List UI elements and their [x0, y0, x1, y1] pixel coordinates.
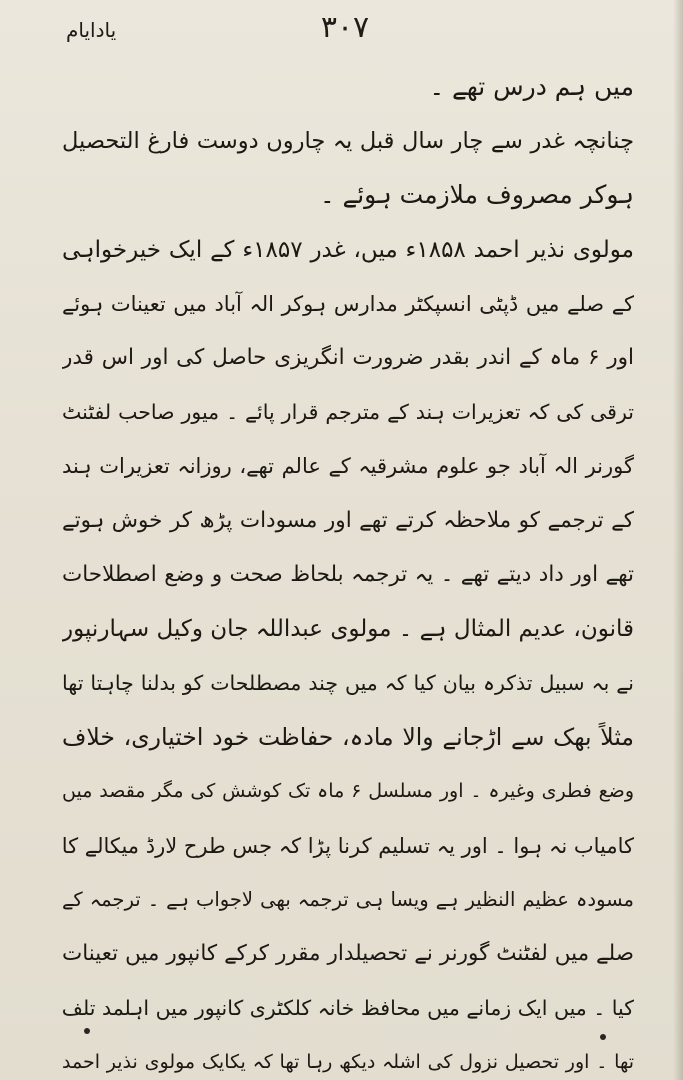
text-line-12: نے بہ سبیل تذکرہ بیان کیا کہ میں چند مصطلحات کو بدلنا چاہتا تھا — [62, 671, 634, 696]
text-line-9: کے ترجمے کو ملاحظہ کرتے تھے اور مسودات پڑھ کر خوش ہوتے — [62, 507, 634, 533]
text-line-6: اور ۶ ماہ کے اندر بقدر ضرورت انگریزی حاصل کی اور اس قدر — [62, 344, 634, 370]
text-line-17: صلے میں لفٹنٹ گورنر نے تحصیلدار مقرر کرکے کانپور میں تعینات — [62, 941, 634, 966]
text-line-1: میں ہم درس تھے ۔ — [429, 72, 634, 101]
text-line-5: کے صلے میں ڈپٹی انسپکٹر مدارس ہوکر الہ آباد میں تعینات ہوئے — [62, 291, 634, 316]
text-line-4: مولوی نذیر احمد ۱۸۵۸ء میں، غدر ۱۸۵۷ء کے ایک خیرخواہی — [62, 236, 634, 263]
text-line-11: قانون، عدیم المثال ہے ۔ مولوی عبداللہ جان وکیل سہارنپور — [62, 615, 634, 642]
text-line-19: تھا ۔ اور تحصیل نزول کی اشلہ دیکھ رہا تھا کہ یکایک مولوی نذیر احمد — [62, 1051, 634, 1074]
page-number: ۳۰۷ — [320, 10, 370, 45]
text-line-10: تھے اور داد دیتے تھے ۔ یہ ترجمہ بلحاظ صحت و وضع اصطلاحات — [62, 561, 634, 587]
text-line-14: وضع فطری وغیرہ ۔ اور مسلسل ۶ ماہ تک کوشش کی مگر مقصد میں — [62, 780, 634, 803]
running-title: یادایام — [66, 18, 117, 42]
text-line-8: گورنر الہ آباد جو علوم مشرقیہ کے عالم تھے، روزانہ تعزیرات ہند — [62, 454, 634, 479]
text-line-3: ہوکر مصروف ملازمت ہوئے ۔ — [319, 180, 634, 210]
ink-dot — [84, 1028, 90, 1034]
text-line-7: ترقی کی کہ تعزیرات ہند کے مترجم قرار پائے ۔ میور صاحب لفٹنٹ — [62, 400, 634, 425]
ink-dot — [600, 1034, 606, 1040]
text-line-13: مثلاً بھک سے اڑجانے والا مادہ، حفاظت خود اختیاری، خلاف — [62, 723, 634, 752]
page-edge-shadow — [673, 0, 683, 1080]
text-line-16: مسودہ عظیم النظیر ہے ویسا ہی ترجمہ بھی لاجواب ہے ۔ ترجمہ کے — [62, 887, 634, 911]
page-header — [0, 8, 683, 52]
text-line-15: کامیاب نہ ہوا ۔ اور یہ تسلیم کرنا پڑا کہ جس طرح لارڈ میکالے کا — [62, 833, 634, 858]
text-line-18: کیا ۔ میں ایک زمانے میں محافظ خانہ کلکٹری کانپور میں اہلمد تلف — [62, 996, 634, 1021]
body-text — [62, 60, 634, 1080]
text-line-2: چنانچہ غدر سے چار سال قبل یہ چاروں دوست فارغ التحصیل — [62, 128, 634, 155]
